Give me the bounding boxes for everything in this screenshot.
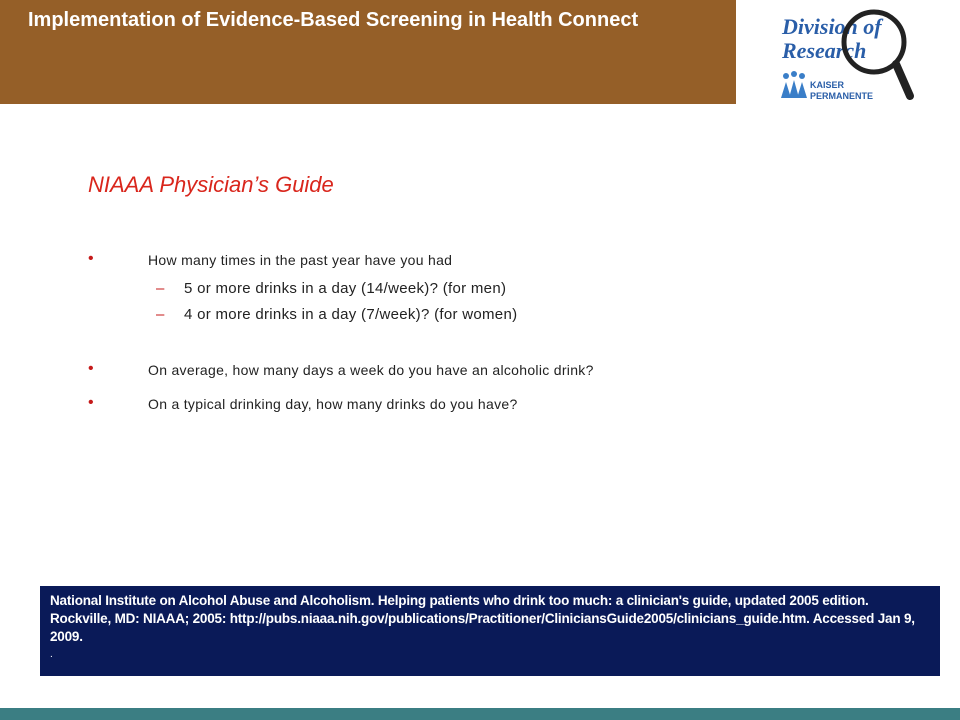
citation-trailing: . — [50, 649, 53, 660]
division-of-research-logo — [772, 4, 932, 108]
svg-text:KAISER: KAISER — [810, 80, 845, 90]
content-heading: NIAAA Physician’s Guide — [88, 172, 334, 197]
sub-item-text: 4 or more drinks in a day (7/week)? (for women) — [184, 306, 518, 323]
bullet-icon: • — [88, 394, 94, 411]
bullet-icon: • — [88, 360, 94, 377]
dash-icon: – — [156, 306, 165, 323]
header-band — [0, 0, 736, 104]
bullet-text: On average, how many days a week do you have an alcoholic drink? — [148, 362, 594, 378]
bullet-text: On a typical drinking day, how many drinks do you have? — [148, 396, 518, 412]
logo-line2: Research — [782, 38, 867, 63]
citation-text: National Institute on Alcohol Abuse and Alcoholism. Helping patients who drink too much: a clinician's guide, updated 2005 edition. Rockville, MD: NIAAA; 2005: http://pubs.niaaa.nih.gov/publications/Practitioner/CliniciansGuide2005/clinicians_guide.htm. Accessed Jan 9, 2009. — [50, 593, 915, 644]
citation-box — [40, 586, 940, 676]
logo-line1: Division of — [782, 14, 882, 39]
bullet-icon: • — [88, 250, 94, 267]
sub-item-text: 5 or more drinks in a day (14/week)? (for men) — [184, 280, 507, 297]
svg-text:PERMANENTE: PERMANENTE — [810, 91, 874, 101]
dash-icon: – — [156, 280, 165, 297]
bullet-text: How many times in the past year have you had — [148, 252, 453, 268]
magnifier-icon — [772, 4, 932, 108]
footer-strip — [0, 708, 960, 720]
slide-title: Implementation of Evidence-Based Screening in Health Connect — [28, 9, 639, 31]
